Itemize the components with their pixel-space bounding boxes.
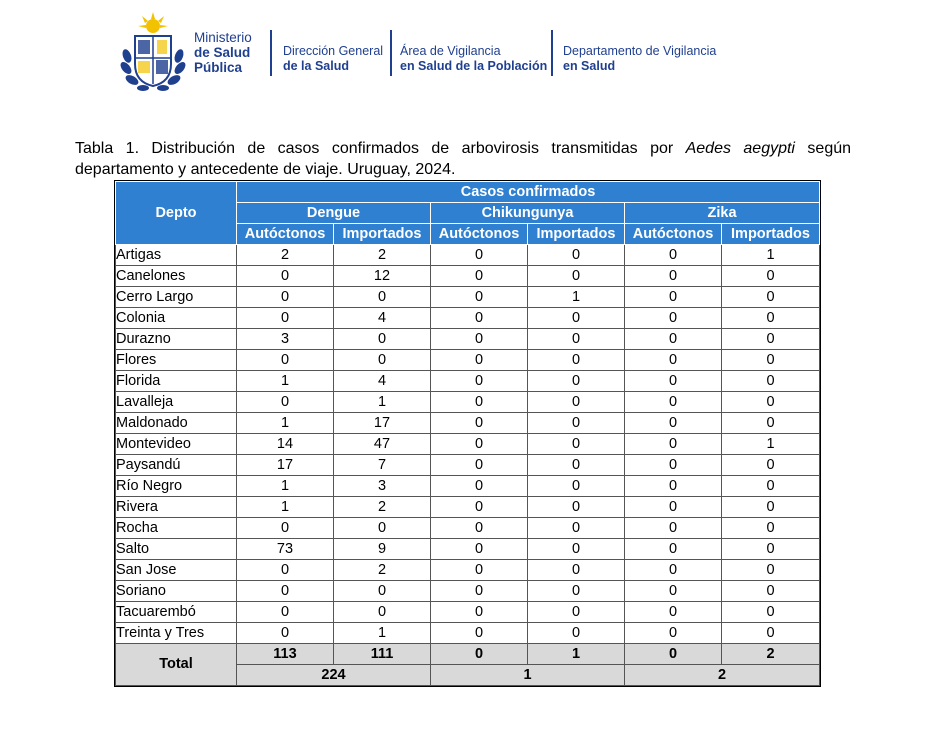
value-cell: 0 <box>722 476 820 497</box>
value-cell: 0 <box>431 245 528 266</box>
value-cell: 0 <box>431 392 528 413</box>
depto-cell: Treinta y Tres <box>116 623 237 644</box>
ministry-name <box>194 30 252 75</box>
table-row <box>116 245 820 266</box>
total-cell: 1 <box>528 644 625 665</box>
value-cell: 4 <box>334 308 431 329</box>
departamento-vigilancia <box>563 44 716 74</box>
value-cell: 0 <box>722 371 820 392</box>
value-cell: 0 <box>528 434 625 455</box>
depto-cell: Soriano <box>116 581 237 602</box>
value-cell: 12 <box>334 266 431 287</box>
value-cell: 0 <box>528 329 625 350</box>
total-cell: 111 <box>334 644 431 665</box>
value-cell: 0 <box>625 434 722 455</box>
value-cell: 0 <box>431 308 528 329</box>
depto-cell: Florida <box>116 371 237 392</box>
departamento-line-2: en Salud <box>563 59 616 73</box>
grand-total-chikungunya: 1 <box>431 665 625 686</box>
value-cell: 0 <box>528 539 625 560</box>
depto-cell: Rivera <box>116 497 237 518</box>
value-cell: 0 <box>722 413 820 434</box>
value-cell: 0 <box>528 371 625 392</box>
header-divider <box>390 30 392 76</box>
ministry-line-1: Ministerio <box>194 30 252 45</box>
value-cell: 2 <box>237 245 334 266</box>
depto-header: Depto <box>116 182 237 245</box>
value-cell: 0 <box>237 287 334 308</box>
value-cell: 0 <box>237 581 334 602</box>
value-cell: 0 <box>431 497 528 518</box>
value-cell: 0 <box>431 560 528 581</box>
table-body <box>116 245 820 644</box>
value-cell: 0 <box>528 413 625 434</box>
value-cell: 0 <box>528 560 625 581</box>
value-cell: 14 <box>237 434 334 455</box>
value-cell: 1 <box>237 371 334 392</box>
grand-total-zika: 2 <box>625 665 820 686</box>
value-cell: 0 <box>722 392 820 413</box>
value-cell: 0 <box>431 455 528 476</box>
value-cell: 0 <box>722 560 820 581</box>
value-cell: 0 <box>625 413 722 434</box>
value-cell: 0 <box>625 329 722 350</box>
value-cell: 47 <box>334 434 431 455</box>
total-cell: 0 <box>431 644 528 665</box>
value-cell: 0 <box>625 560 722 581</box>
depto-cell: Montevideo <box>116 434 237 455</box>
departamento-line-1: Departamento de Vigilancia <box>563 44 717 58</box>
value-cell: 0 <box>722 308 820 329</box>
value-cell: 2 <box>334 560 431 581</box>
header-divider <box>270 30 272 76</box>
subheader-cell: Autóctonos <box>431 224 528 245</box>
table-row <box>116 455 820 476</box>
document-header <box>118 10 738 98</box>
value-cell: 0 <box>722 518 820 539</box>
value-cell: 0 <box>528 623 625 644</box>
table-row <box>116 350 820 371</box>
value-cell: 0 <box>431 518 528 539</box>
table-row <box>116 476 820 497</box>
total-cell: 0 <box>625 644 722 665</box>
table-row <box>116 308 820 329</box>
value-cell: 2 <box>334 497 431 518</box>
value-cell: 0 <box>237 308 334 329</box>
value-cell: 0 <box>722 350 820 371</box>
value-cell: 0 <box>431 581 528 602</box>
value-cell: 0 <box>528 476 625 497</box>
table-row <box>116 623 820 644</box>
value-cell: 0 <box>722 266 820 287</box>
value-cell: 0 <box>528 518 625 539</box>
table-row <box>116 287 820 308</box>
value-cell: 1 <box>528 287 625 308</box>
caption-prefix: Tabla 1. Distribución de casos confirmados de arbovirosis transmitidas por <box>75 140 686 157</box>
value-cell: 73 <box>237 539 334 560</box>
depto-cell: Maldonado <box>116 413 237 434</box>
value-cell: 0 <box>334 518 431 539</box>
value-cell: 0 <box>237 623 334 644</box>
total-cell: 113 <box>237 644 334 665</box>
value-cell: 0 <box>722 602 820 623</box>
value-cell: 0 <box>237 602 334 623</box>
value-cell: 0 <box>722 623 820 644</box>
value-cell: 0 <box>528 392 625 413</box>
value-cell: 2 <box>334 245 431 266</box>
table-row <box>116 371 820 392</box>
table-row <box>116 266 820 287</box>
value-cell: 1 <box>334 392 431 413</box>
depto-cell: Cerro Largo <box>116 287 237 308</box>
value-cell: 0 <box>431 602 528 623</box>
value-cell: 0 <box>431 623 528 644</box>
value-cell: 0 <box>431 434 528 455</box>
value-cell: 0 <box>528 245 625 266</box>
value-cell: 4 <box>334 371 431 392</box>
value-cell: 0 <box>528 308 625 329</box>
value-cell: 1 <box>237 497 334 518</box>
value-cell: 0 <box>722 455 820 476</box>
value-cell: 0 <box>625 350 722 371</box>
value-cell: 0 <box>334 287 431 308</box>
subheader-cell: Autóctonos <box>625 224 722 245</box>
depto-cell: Durazno <box>116 329 237 350</box>
value-cell: 0 <box>334 581 431 602</box>
area-line-1: Área de Vigilancia <box>400 44 501 58</box>
total-label: Total <box>116 644 237 686</box>
table-row <box>116 539 820 560</box>
depto-cell: Tacuarembó <box>116 602 237 623</box>
value-cell: 17 <box>237 455 334 476</box>
value-cell: 0 <box>528 266 625 287</box>
group-header: Casos confirmados <box>237 182 820 203</box>
value-cell: 1 <box>237 476 334 497</box>
depto-cell: San Jose <box>116 560 237 581</box>
value-cell: 0 <box>625 623 722 644</box>
value-cell: 0 <box>237 518 334 539</box>
value-cell: 0 <box>237 392 334 413</box>
direccion-line-2: de la Salud <box>283 59 349 73</box>
direccion-general <box>283 44 383 74</box>
header-divider <box>551 30 553 76</box>
value-cell: 0 <box>625 476 722 497</box>
value-cell: 0 <box>237 266 334 287</box>
value-cell: 0 <box>431 539 528 560</box>
subheader-cell: Importados <box>528 224 625 245</box>
value-cell: 0 <box>431 350 528 371</box>
depto-cell: Artigas <box>116 245 237 266</box>
table-caption <box>75 138 851 180</box>
value-cell: 0 <box>237 560 334 581</box>
ministry-line-3: Pública <box>194 60 243 75</box>
value-cell: 0 <box>431 266 528 287</box>
value-cell: 3 <box>334 476 431 497</box>
subheader-cell: Importados <box>722 224 820 245</box>
table-row <box>116 434 820 455</box>
table-row <box>116 329 820 350</box>
depto-cell: Paysandú <box>116 455 237 476</box>
table-row <box>116 581 820 602</box>
value-cell: 0 <box>431 329 528 350</box>
grand-total-dengue: 224 <box>237 665 431 686</box>
value-cell: 0 <box>528 602 625 623</box>
value-cell: 0 <box>625 602 722 623</box>
disease-header-zika: Zika <box>625 203 820 224</box>
value-cell: 0 <box>431 476 528 497</box>
value-cell: 0 <box>625 392 722 413</box>
disease-header-dengue: Dengue <box>237 203 431 224</box>
value-cell: 17 <box>334 413 431 434</box>
value-cell: 0 <box>528 497 625 518</box>
value-cell: 0 <box>431 287 528 308</box>
value-cell: 0 <box>625 581 722 602</box>
value-cell: 0 <box>625 245 722 266</box>
value-cell: 7 <box>334 455 431 476</box>
table-row <box>116 497 820 518</box>
subheader-cell: Importados <box>334 224 431 245</box>
uruguay-coat-of-arms-icon <box>118 12 188 94</box>
value-cell: 0 <box>625 308 722 329</box>
depto-cell: Colonia <box>116 308 237 329</box>
value-cell: 0 <box>625 518 722 539</box>
value-cell: 0 <box>722 497 820 518</box>
value-cell: 0 <box>722 329 820 350</box>
value-cell: 0 <box>722 581 820 602</box>
value-cell: 0 <box>528 455 625 476</box>
value-cell: 1 <box>722 434 820 455</box>
cases-table <box>115 181 820 686</box>
depto-cell: Canelones <box>116 266 237 287</box>
value-cell: 1 <box>722 245 820 266</box>
value-cell: 0 <box>528 350 625 371</box>
area-line-2: en Salud de la Población <box>400 59 548 73</box>
value-cell: 0 <box>722 287 820 308</box>
value-cell: 0 <box>528 581 625 602</box>
subheader-cell: Autóctonos <box>237 224 334 245</box>
table-row <box>116 413 820 434</box>
table-row <box>116 392 820 413</box>
value-cell: 0 <box>334 350 431 371</box>
value-cell: 3 <box>237 329 334 350</box>
area-vigilancia <box>400 44 547 74</box>
value-cell: 1 <box>334 623 431 644</box>
depto-cell: Flores <box>116 350 237 371</box>
value-cell: 0 <box>722 539 820 560</box>
value-cell: 0 <box>625 371 722 392</box>
value-cell: 0 <box>237 350 334 371</box>
value-cell: 0 <box>334 602 431 623</box>
value-cell: 0 <box>334 329 431 350</box>
caption-suffix: según departamento y antecedente de viaje. Uruguay, 2024. <box>75 140 852 178</box>
direccion-line-1: Dirección General <box>283 44 384 58</box>
depto-cell: Lavalleja <box>116 392 237 413</box>
table-row <box>116 602 820 623</box>
value-cell: 0 <box>431 371 528 392</box>
depto-cell: Salto <box>116 539 237 560</box>
value-cell: 0 <box>625 539 722 560</box>
value-cell: 9 <box>334 539 431 560</box>
ministry-line-2: de Salud <box>194 45 251 60</box>
caption-species: Aedes aegypti <box>685 140 795 157</box>
depto-cell: Rocha <box>116 518 237 539</box>
value-cell: 1 <box>237 413 334 434</box>
value-cell: 0 <box>625 287 722 308</box>
value-cell: 0 <box>625 266 722 287</box>
value-cell: 0 <box>625 455 722 476</box>
disease-header-chikungunya: Chikungunya <box>431 203 625 224</box>
value-cell: 0 <box>431 413 528 434</box>
total-cell: 2 <box>722 644 820 665</box>
table-row <box>116 518 820 539</box>
value-cell: 0 <box>625 497 722 518</box>
table-row <box>116 560 820 581</box>
depto-cell: Río Negro <box>116 476 237 497</box>
